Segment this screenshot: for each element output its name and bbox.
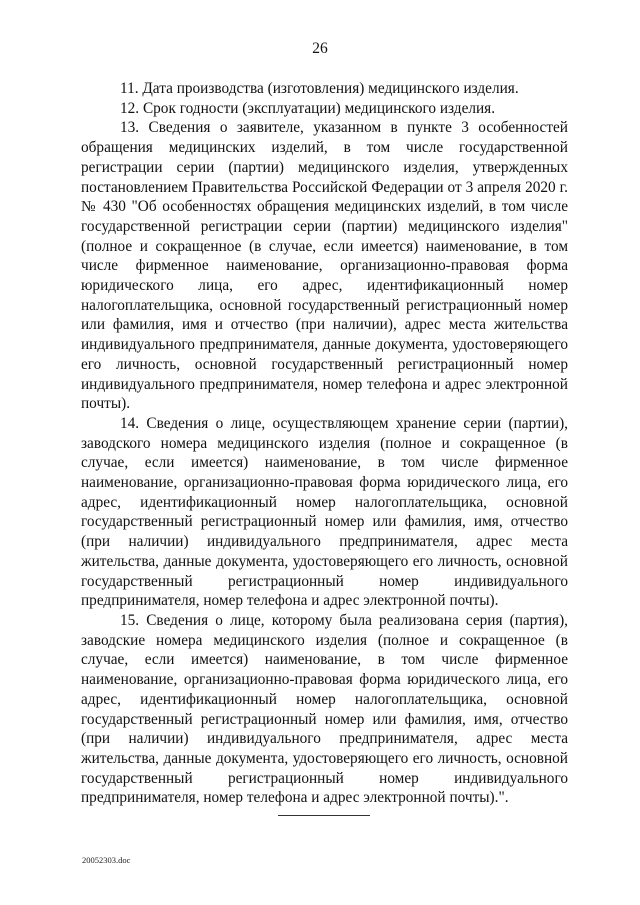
footer-filename: 20052303.doc (82, 855, 131, 865)
paragraph-12: 12. Срок годности (эксплуатации) медицинского изделия. (120, 99, 496, 117)
page-number: 26 (312, 40, 328, 57)
paragraph-15: 15. Сведения о лице, которому была реализована серия (партия), заводские номера медицинского изделия (полное и сокращенное (в случае, если имеется) наименование, в том числе фирменное наименование, организационно-правовая форма юридического лица, его адрес, идентификационный номер налогоплательщика, основной государственный регистрационный номер или фамилия, имя, отчество (при наличии) индивидуального предпринимателя, адрес места жительства, данные документа, удостоверяющего его личность, основной государственный регистрационный номер индивидуального предпринимателя, номер телефона и адрес электронной почты).". (81, 611, 568, 807)
paragraph-14: 14. Сведения о лице, осуществляющем хранение серии (партии), заводского номера медицинского изделия (полное и сокращенное (в случае, если имеется) наименование, в том числе фирменное наименование, организационно-правовая форма юридического лица, его адрес, идентификационный номер налогоплательщика, основной государственный регистрационный номер или фамилия, имя, отчество (при наличии) индивидуального предпринимателя, адрес места жительства, данные документа, удостоверяющего его личность, основной государственный регистрационный номер индивидуального предпринимателя, номер телефона и адрес электронной почты). (81, 414, 568, 610)
paragraph-11: 11. Дата производства (изготовления) медицинского изделия. (120, 80, 519, 97)
document-body (81, 79, 568, 808)
end-separator-line (278, 815, 370, 816)
paragraph-13: 13. Сведения о заявителе, указанном в пункте 3 особенностей обращения медицинских изделий, в том числе государственной регистрации серии (партии) медицинского изделия, утвержденных постановлением Правительства Российской Федерации от 3 апреля 2020 г. № 430 "Об особенностях обращения медицинских изделий, в том числе государственной регистрации серии (партии) медицинского изделия" (полное и сокращенное (в случае, если имеется) наименование, в том числе фирменное наименование, организационно-правовая форма юридического лица, его адрес, идентификационный номер налогоплательщика, основной государственный регистрационный номер или фамилия, имя и отчество (при наличии), адрес места жительства индивидуального предпринимателя, данные документа, удостоверяющего его личность, основной государственный регистрационный номер индивидуального предпринимателя, номер телефона и адрес электронной почты). (81, 119, 568, 413)
